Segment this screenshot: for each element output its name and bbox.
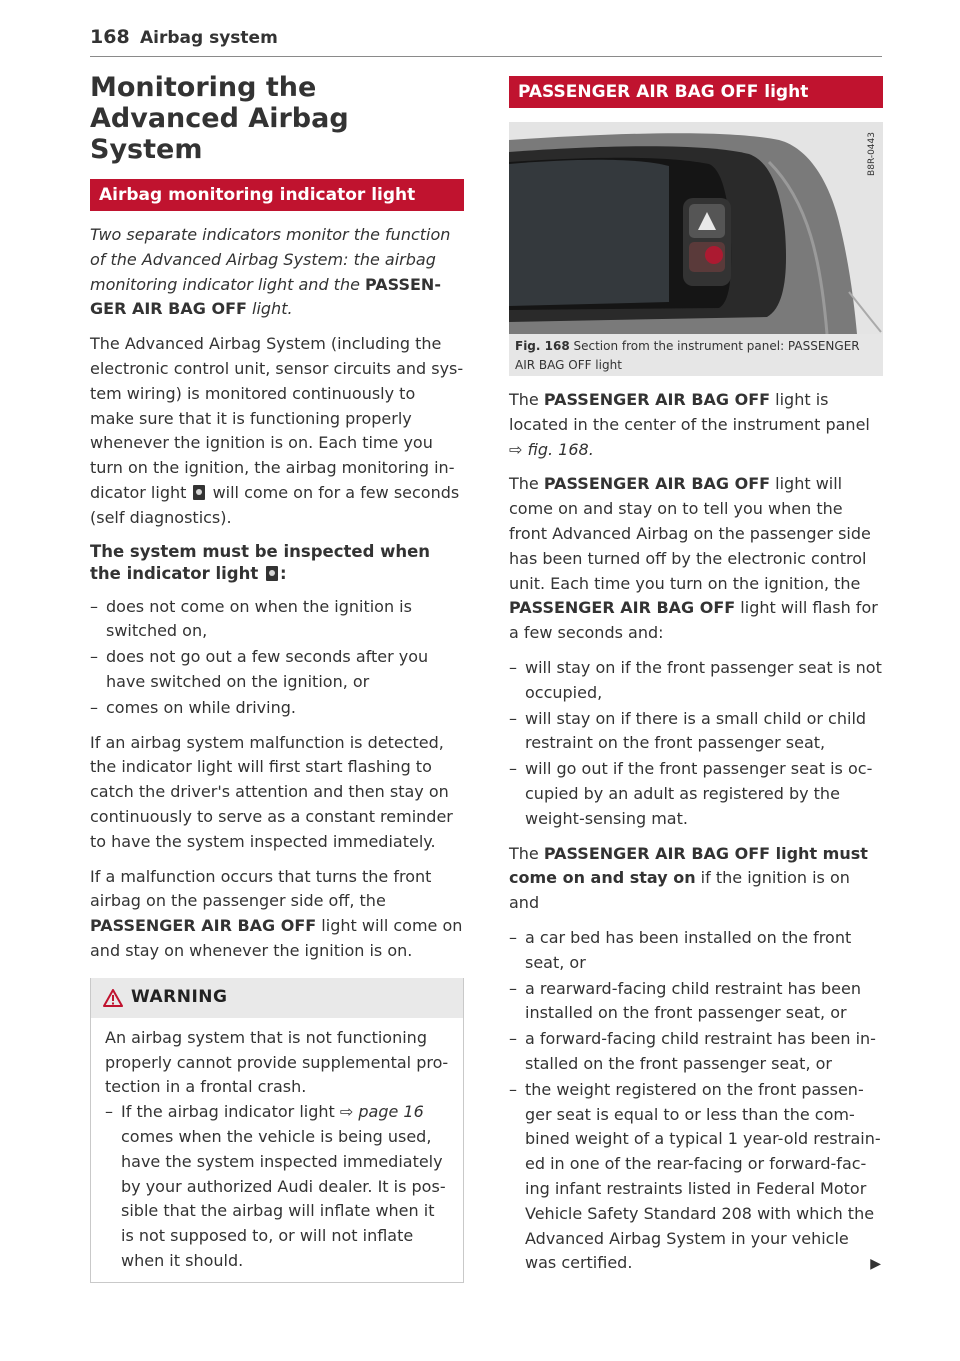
warning-list: [105, 1100, 449, 1274]
continue-arrow-icon: ▶: [870, 1256, 881, 1273]
list-item: – a forward-facing child restraint has been installed on the front passenger seat, or: [509, 1027, 883, 1077]
subsection-bar-monitoring: Airbag monitoring indicator light: [90, 179, 464, 211]
warning-body: [91, 1018, 463, 1282]
behavior-list: [509, 656, 883, 832]
figure-168: [509, 122, 883, 376]
list-item: – comes on while driving.: [90, 696, 464, 721]
subsection-bar-passenger-off: PASSENGER AIR BAG OFF light: [509, 76, 883, 108]
list-item: – the weight registered on the front passenger seat is equal to or less than the combined weight of a typical 1 year-old restrained in one of the rear-facing or forward-facing infant restraints listed in Federal Motor Vehicle Safety Standard 208 with which the Advanced Airbag System in your vehicle was certified.: [509, 1078, 883, 1276]
page-number: 168: [90, 26, 130, 48]
warning-header: [91, 978, 463, 1018]
figure-code: B8R-0443: [867, 132, 877, 176]
inspection-conditions-list: [90, 595, 464, 721]
warning-text: An airbag system that is not functioning properly cannot provide supplemental protection in a frontal crash.: [105, 1027, 449, 1097]
list-item: – a car bed has been installed on the front seat, or: [509, 926, 883, 976]
monitoring-paragraph: The Advanced Airbag System (including the electronic control unit, sensor circuits and system wiring) is monitored continuously to make sure that it is functioning properly whenever the ignition is on. Each time you turn on the ignition, the airbag monitoring indicator light will come on for a few seconds (self diagnostics).: [90, 334, 464, 527]
passenger-off-paragraph: If a malfunction occurs that turns the front airbag on the passenger side off, the PASSENGER AIR BAG OFF light will come on and stay on whenever the ignition is on.: [90, 866, 463, 960]
list-item: – does not come on when the ignition is switched on,: [90, 595, 464, 645]
figure-caption: Fig. 168 Section from the instrument panel: PASSENGER AIR BAG OFF light: [515, 339, 860, 372]
running-head: Airbag system: [140, 28, 278, 48]
list-item: – will stay on if the front passenger seat is not occupied,: [509, 656, 883, 706]
page-header: [90, 22, 882, 57]
list-item: – will stay on if there is a small child or child restraint on the front passenger seat,: [509, 707, 883, 757]
list-item: – does not go out a few seconds after you have switched on the ignition, or: [90, 645, 464, 695]
warning-title: WARNING: [131, 986, 228, 1007]
malfunction-paragraph: If an airbag system malfunction is detected, the indicator light will first start flashing to catch the driver's attention and then stay on continuously to serve as a constant reminder to have the system inspected immediately.: [90, 732, 453, 851]
instrument-panel-image: [509, 122, 883, 334]
right-column: [509, 72, 883, 1286]
airbag-indicator-icon: [193, 485, 205, 500]
must-come-on-paragraph: The PASSENGER AIR BAG OFF light must come on and stay on if the ignition is on and: [509, 843, 868, 913]
behavior-paragraph: The PASSENGER AIR BAG OFF light will come on and stay on to tell you when the front Advanced Airbag on the passenger side has been turned off by the electronic control unit. Each time you turn on the ignition, the PASSENGER AIR BAG OFF light will flash for a few seconds and:: [509, 474, 878, 643]
warning-box: [90, 978, 464, 1283]
must-come-on-list: [509, 926, 883, 1276]
location-paragraph: The PASSENGER AIR BAG OFF light is located in the center of the instrument panel ⇨ fig. 168.: [509, 390, 870, 459]
section-title: Monitoring the Advanced Airbag System: [90, 72, 349, 165]
list-item: – will go out if the front passenger seat is occupied by an adult as registered by the weight-sensing mat.: [509, 757, 883, 831]
warning-triangle-icon: [103, 989, 123, 1007]
page-reference-link[interactable]: ⇨ page 16: [339, 1102, 424, 1122]
figure-reference-link[interactable]: ⇨ fig. 168.: [509, 439, 594, 459]
list-item: – If the airbag indicator light ⇨ page 16 comes when the vehicle is being used, have the system inspected immediately by your authorized Audi dealer. It is possible that the airbag will inflate when it is not supposed to, or will not inflate when it should.: [105, 1100, 449, 1274]
inspection-subheading: The system must be inspected when the indicator light :: [90, 541, 431, 583]
intro-paragraph: Two separate indicators monitor the function of the Advanced Airbag System: the airbag monitoring indicator light and the PASSENGER AIR BAG OFF light.: [90, 225, 451, 319]
airbag-indicator-icon: [266, 566, 278, 581]
list-item: – a rearward-facing child restraint has been installed on the front passenger seat, or: [509, 977, 883, 1027]
left-column: [90, 72, 464, 1283]
